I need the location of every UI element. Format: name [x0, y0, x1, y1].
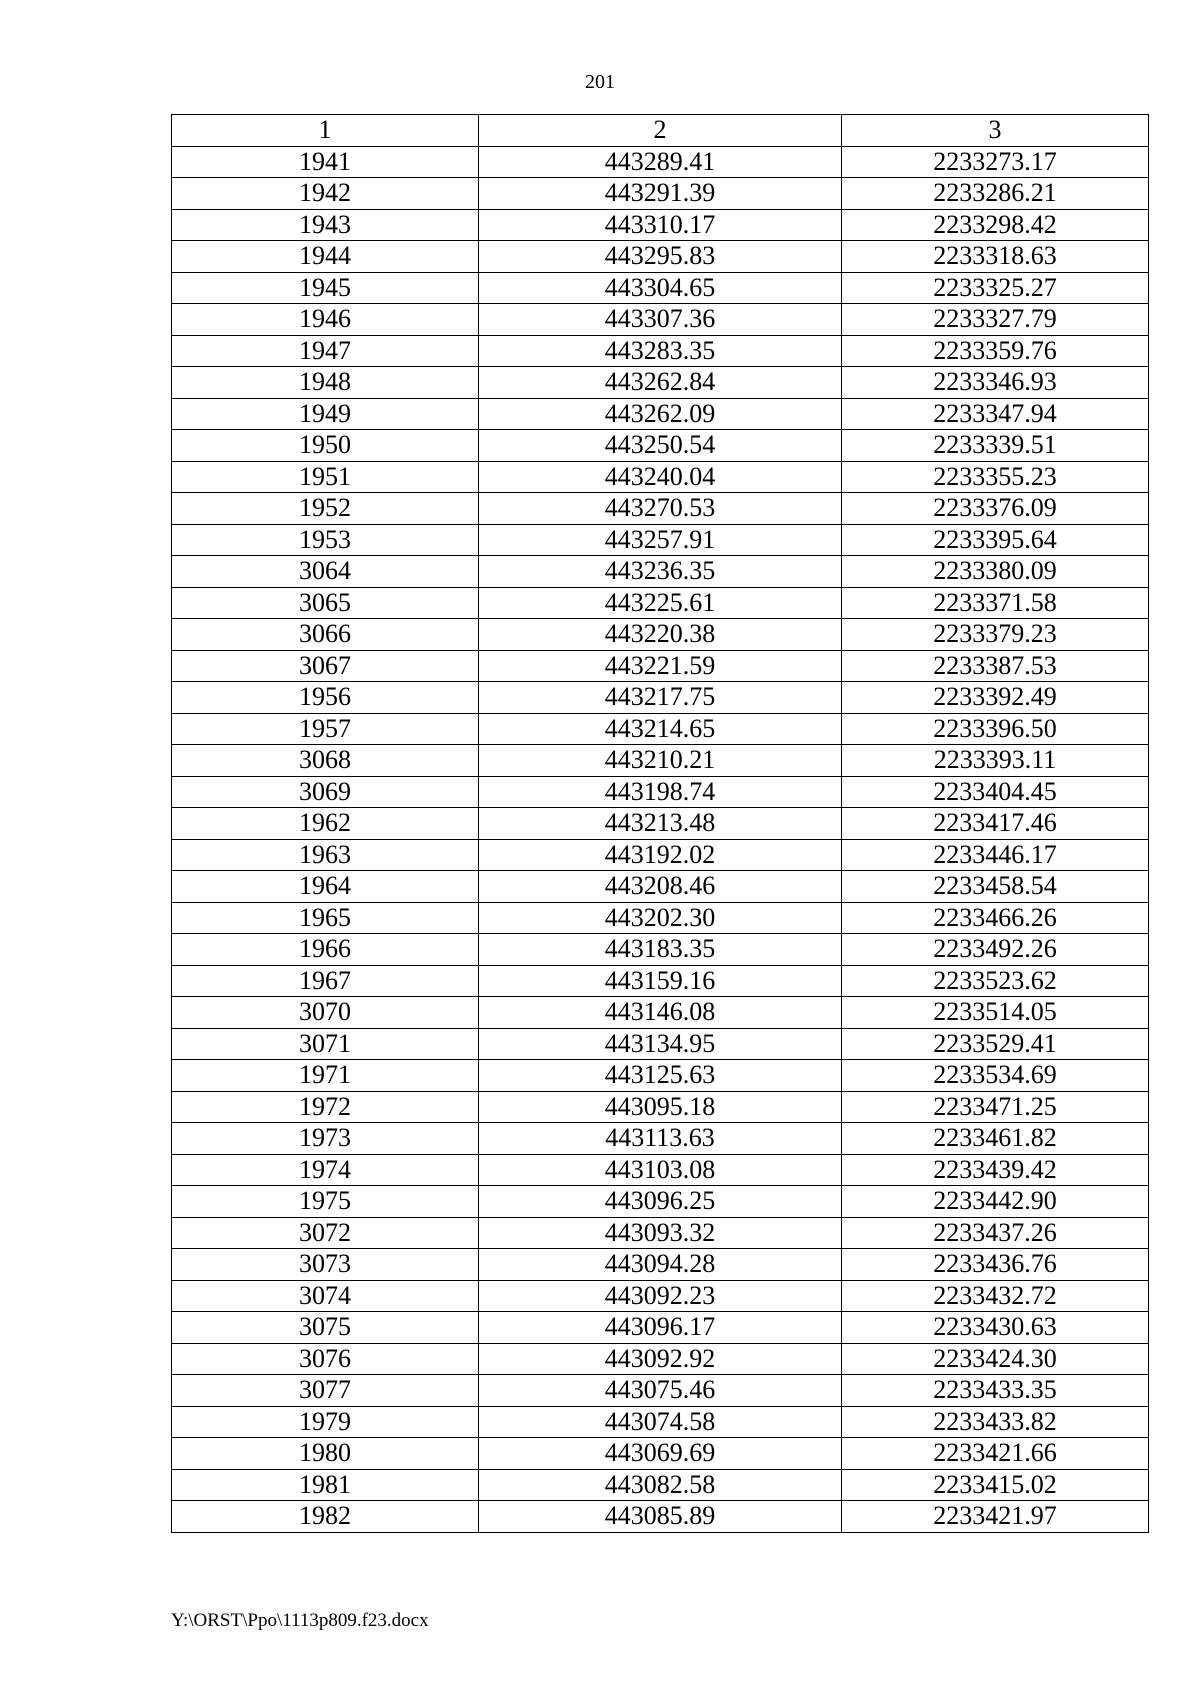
y-coordinate-cell: 2233387.53: [842, 650, 1149, 682]
table-row: [172, 1091, 1149, 1123]
x-coordinate-cell: 443291.39: [479, 178, 842, 210]
point-number-cell: 3074: [172, 1280, 479, 1312]
y-coordinate-cell: 2233433.35: [842, 1375, 1149, 1407]
point-number-cell: 1957: [172, 713, 479, 745]
y-coordinate-cell: 2233421.66: [842, 1438, 1149, 1470]
table-row: [172, 398, 1149, 430]
table-row: [172, 587, 1149, 619]
x-coordinate-cell: 443093.32: [479, 1217, 842, 1249]
table-row: [172, 272, 1149, 304]
point-number-cell: 1979: [172, 1406, 479, 1438]
table-row: [172, 1406, 1149, 1438]
point-number-cell: 3069: [172, 776, 479, 808]
x-coordinate-cell: 443092.23: [479, 1280, 842, 1312]
table-row: [172, 1028, 1149, 1060]
y-coordinate-cell: 2233359.76: [842, 335, 1149, 367]
x-coordinate-cell: 443092.92: [479, 1343, 842, 1375]
table-row: [172, 1217, 1149, 1249]
y-coordinate-cell: 2233355.23: [842, 461, 1149, 493]
point-number-cell: 1942: [172, 178, 479, 210]
point-number-cell: 3068: [172, 745, 479, 777]
table-row: [172, 524, 1149, 556]
table-row: [172, 1249, 1149, 1281]
y-coordinate-cell: 2233392.49: [842, 682, 1149, 714]
column-header-1: 1: [172, 115, 479, 147]
point-number-cell: 1980: [172, 1438, 479, 1470]
x-coordinate-cell: 443192.02: [479, 839, 842, 871]
x-coordinate-cell: 443146.08: [479, 997, 842, 1029]
point-number-cell: 1951: [172, 461, 479, 493]
y-coordinate-cell: 2233471.25: [842, 1091, 1149, 1123]
point-number-cell: 1967: [172, 965, 479, 997]
x-coordinate-cell: 443217.75: [479, 682, 842, 714]
y-coordinate-cell: 2233458.54: [842, 871, 1149, 903]
table-row: [172, 934, 1149, 966]
x-coordinate-cell: 443236.35: [479, 556, 842, 588]
table-row: [172, 1154, 1149, 1186]
table-row: [172, 997, 1149, 1029]
x-coordinate-cell: 443221.59: [479, 650, 842, 682]
y-coordinate-cell: 2233415.02: [842, 1469, 1149, 1501]
point-number-cell: 1946: [172, 304, 479, 336]
y-coordinate-cell: 2233318.63: [842, 241, 1149, 273]
x-coordinate-cell: 443096.17: [479, 1312, 842, 1344]
point-number-cell: 1956: [172, 682, 479, 714]
y-coordinate-cell: 2233433.82: [842, 1406, 1149, 1438]
table-row: [172, 367, 1149, 399]
x-coordinate-cell: 443289.41: [479, 146, 842, 178]
point-number-cell: 3064: [172, 556, 479, 588]
point-number-cell: 1981: [172, 1469, 479, 1501]
page-number: 201: [585, 71, 615, 93]
table-row: [172, 808, 1149, 840]
x-coordinate-cell: 443295.83: [479, 241, 842, 273]
y-coordinate-cell: 2233327.79: [842, 304, 1149, 336]
table-row: [172, 493, 1149, 525]
y-coordinate-cell: 2233380.09: [842, 556, 1149, 588]
point-number-cell: 1965: [172, 902, 479, 934]
x-coordinate-cell: 443307.36: [479, 304, 842, 336]
x-coordinate-cell: 443125.63: [479, 1060, 842, 1092]
point-number-cell: 3077: [172, 1375, 479, 1407]
y-coordinate-cell: 2233395.64: [842, 524, 1149, 556]
table-row: [172, 209, 1149, 241]
y-coordinate-cell: 2233396.50: [842, 713, 1149, 745]
x-coordinate-cell: 443310.17: [479, 209, 842, 241]
y-coordinate-cell: 2233439.42: [842, 1154, 1149, 1186]
x-coordinate-cell: 443159.16: [479, 965, 842, 997]
x-coordinate-cell: 443240.04: [479, 461, 842, 493]
y-coordinate-cell: 2233376.09: [842, 493, 1149, 525]
y-coordinate-cell: 2233417.46: [842, 808, 1149, 840]
y-coordinate-cell: 2233523.62: [842, 965, 1149, 997]
table-row: [172, 619, 1149, 651]
x-coordinate-cell: 443075.46: [479, 1375, 842, 1407]
point-number-cell: 3072: [172, 1217, 479, 1249]
point-number-cell: 1950: [172, 430, 479, 462]
point-number-cell: 1966: [172, 934, 479, 966]
point-number-cell: 1974: [172, 1154, 479, 1186]
y-coordinate-cell: 2233529.41: [842, 1028, 1149, 1060]
y-coordinate-cell: 2233432.72: [842, 1280, 1149, 1312]
table-row: [172, 902, 1149, 934]
table-row: [172, 146, 1149, 178]
point-number-cell: 3070: [172, 997, 479, 1029]
point-number-cell: 1952: [172, 493, 479, 525]
point-number-cell: 1948: [172, 367, 479, 399]
point-number-cell: 1963: [172, 839, 479, 871]
y-coordinate-cell: 2233347.94: [842, 398, 1149, 430]
point-number-cell: 1962: [172, 808, 479, 840]
y-coordinate-cell: 2233404.45: [842, 776, 1149, 808]
point-number-cell: 1972: [172, 1091, 479, 1123]
y-coordinate-cell: 2233436.76: [842, 1249, 1149, 1281]
table-row: [172, 1186, 1149, 1218]
y-coordinate-cell: 2233393.11: [842, 745, 1149, 777]
table-row: [172, 1123, 1149, 1155]
point-number-cell: 1941: [172, 146, 479, 178]
point-number-cell: 3065: [172, 587, 479, 619]
y-coordinate-cell: 2233514.05: [842, 997, 1149, 1029]
table-row: [172, 650, 1149, 682]
y-coordinate-cell: 2233421.97: [842, 1501, 1149, 1533]
point-number-cell: 3066: [172, 619, 479, 651]
point-number-cell: 3073: [172, 1249, 479, 1281]
table-row: [172, 1280, 1149, 1312]
table-row: [172, 335, 1149, 367]
x-coordinate-cell: 443270.53: [479, 493, 842, 525]
x-coordinate-cell: 443225.61: [479, 587, 842, 619]
table-row: [172, 745, 1149, 777]
x-coordinate-cell: 443283.35: [479, 335, 842, 367]
x-coordinate-cell: 443220.38: [479, 619, 842, 651]
footer-file-path: Y:\ORST\Ppo\1113p809.f23.docx: [171, 1610, 429, 1631]
point-number-cell: 1945: [172, 272, 479, 304]
table-row: [172, 1438, 1149, 1470]
point-number-cell: 3067: [172, 650, 479, 682]
x-coordinate-cell: 443082.58: [479, 1469, 842, 1501]
x-coordinate-cell: 443069.69: [479, 1438, 842, 1470]
x-coordinate-cell: 443183.35: [479, 934, 842, 966]
x-coordinate-cell: 443262.84: [479, 367, 842, 399]
table-row: [172, 1343, 1149, 1375]
y-coordinate-cell: 2233339.51: [842, 430, 1149, 462]
point-number-cell: 3076: [172, 1343, 479, 1375]
table-row: [172, 965, 1149, 997]
y-coordinate-cell: 2233442.90: [842, 1186, 1149, 1218]
x-coordinate-cell: 443304.65: [479, 272, 842, 304]
table-row: [172, 1312, 1149, 1344]
table-row: [172, 1375, 1149, 1407]
table-row: [172, 178, 1149, 210]
x-coordinate-cell: 443198.74: [479, 776, 842, 808]
y-coordinate-cell: 2233379.23: [842, 619, 1149, 651]
table-row: [172, 241, 1149, 273]
point-number-cell: 1982: [172, 1501, 479, 1533]
column-header-3: 3: [842, 115, 1149, 147]
point-number-cell: 1971: [172, 1060, 479, 1092]
point-number-cell: 3071: [172, 1028, 479, 1060]
table-header-row: [172, 115, 1149, 147]
y-coordinate-cell: 2233466.26: [842, 902, 1149, 934]
point-number-cell: 1943: [172, 209, 479, 241]
y-coordinate-cell: 2233534.69: [842, 1060, 1149, 1092]
point-number-cell: 1944: [172, 241, 479, 273]
x-coordinate-cell: 443134.95: [479, 1028, 842, 1060]
table-row: [172, 776, 1149, 808]
point-number-cell: 1949: [172, 398, 479, 430]
y-coordinate-cell: 2233286.21: [842, 178, 1149, 210]
x-coordinate-cell: 443257.91: [479, 524, 842, 556]
x-coordinate-cell: 443213.48: [479, 808, 842, 840]
x-coordinate-cell: 443096.25: [479, 1186, 842, 1218]
x-coordinate-cell: 443113.63: [479, 1123, 842, 1155]
table-row: [172, 871, 1149, 903]
y-coordinate-cell: 2233492.26: [842, 934, 1149, 966]
x-coordinate-cell: 443074.58: [479, 1406, 842, 1438]
point-number-cell: 1964: [172, 871, 479, 903]
x-coordinate-cell: 443208.46: [479, 871, 842, 903]
column-header-2: 2: [479, 115, 842, 147]
table-row: [172, 430, 1149, 462]
x-coordinate-cell: 443210.21: [479, 745, 842, 777]
x-coordinate-cell: 443095.18: [479, 1091, 842, 1123]
y-coordinate-cell: 2233437.26: [842, 1217, 1149, 1249]
y-coordinate-cell: 2233371.58: [842, 587, 1149, 619]
table-row: [172, 839, 1149, 871]
x-coordinate-cell: 443202.30: [479, 902, 842, 934]
x-coordinate-cell: 443250.54: [479, 430, 842, 462]
x-coordinate-cell: 443262.09: [479, 398, 842, 430]
point-number-cell: 3075: [172, 1312, 479, 1344]
table-row: [172, 556, 1149, 588]
table-body: [172, 146, 1149, 1532]
table-row: [172, 1060, 1149, 1092]
point-number-cell: 1973: [172, 1123, 479, 1155]
y-coordinate-cell: 2233424.30: [842, 1343, 1149, 1375]
table-row: [172, 713, 1149, 745]
x-coordinate-cell: 443214.65: [479, 713, 842, 745]
y-coordinate-cell: 2233446.17: [842, 839, 1149, 871]
x-coordinate-cell: 443103.08: [479, 1154, 842, 1186]
table-row: [172, 461, 1149, 493]
x-coordinate-cell: 443094.28: [479, 1249, 842, 1281]
y-coordinate-cell: 2233346.93: [842, 367, 1149, 399]
y-coordinate-cell: 2233461.82: [842, 1123, 1149, 1155]
table-row: [172, 1501, 1149, 1533]
point-number-cell: 1975: [172, 1186, 479, 1218]
y-coordinate-cell: 2233325.27: [842, 272, 1149, 304]
point-number-cell: 1947: [172, 335, 479, 367]
table-row: [172, 1469, 1149, 1501]
y-coordinate-cell: 2233430.63: [842, 1312, 1149, 1344]
y-coordinate-cell: 2233273.17: [842, 146, 1149, 178]
x-coordinate-cell: 443085.89: [479, 1501, 842, 1533]
table-row: [172, 304, 1149, 336]
coordinates-table: [171, 114, 1149, 1533]
point-number-cell: 1953: [172, 524, 479, 556]
y-coordinate-cell: 2233298.42: [842, 209, 1149, 241]
table-row: [172, 682, 1149, 714]
